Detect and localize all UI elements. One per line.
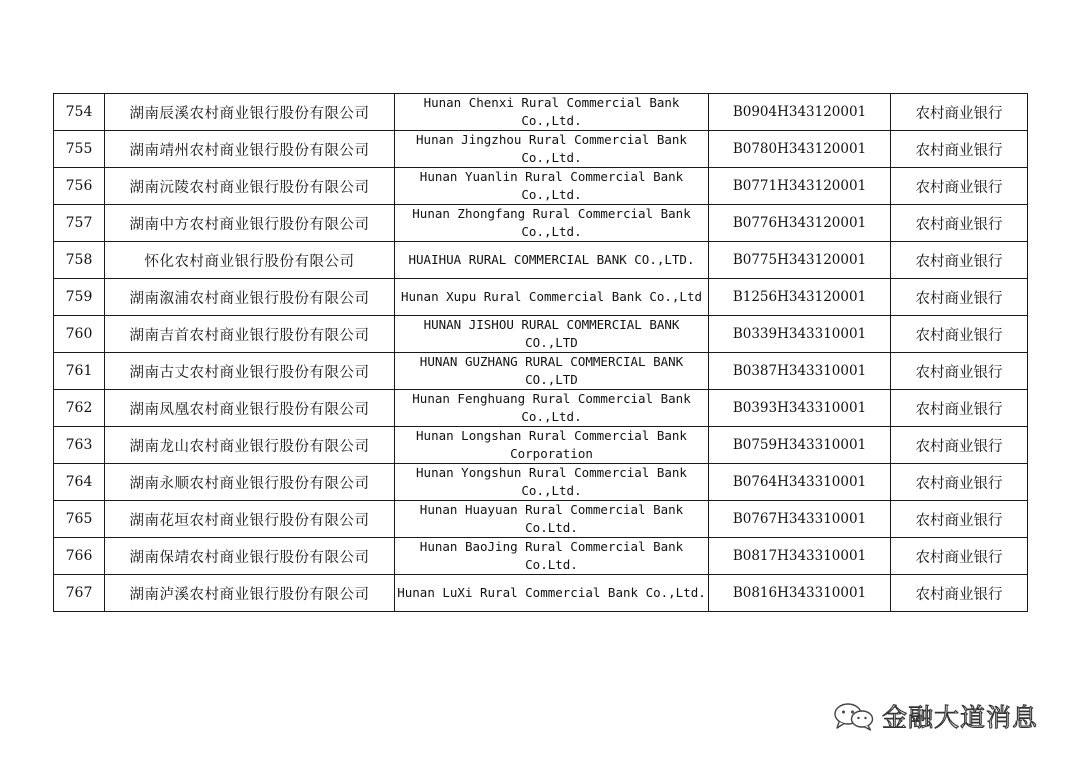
- institution-code: B0816H343310001: [709, 575, 891, 612]
- row-number: 756: [54, 168, 105, 205]
- institution-type: 农村商业银行: [891, 390, 1028, 427]
- institution-type: 农村商业银行: [891, 575, 1028, 612]
- row-number: 763: [54, 427, 105, 464]
- english-name-cell: [395, 464, 709, 501]
- table-row: [54, 427, 1028, 464]
- institution-type: 农村商业银行: [891, 131, 1028, 168]
- chinese-name: 湖南辰溪农村商业银行股份有限公司: [105, 94, 395, 131]
- institution-type: 农村商业银行: [891, 205, 1028, 242]
- table-row: [54, 168, 1028, 205]
- chinese-name: 怀化农村商业银行股份有限公司: [105, 242, 395, 279]
- watermark-text: 金融大道消息: [882, 703, 1039, 732]
- table-row: [54, 353, 1028, 390]
- institution-code: B0759H343310001: [709, 427, 891, 464]
- row-number: 760: [54, 316, 105, 353]
- row-number: 758: [54, 242, 105, 279]
- institution-type: 农村商业银行: [891, 94, 1028, 131]
- institution-code: B0904H343120001: [709, 94, 891, 131]
- table-row: [54, 390, 1028, 427]
- row-number: 762: [54, 390, 105, 427]
- institution-code: B1256H343120001: [709, 279, 891, 316]
- chinese-name: 湖南靖州农村商业银行股份有限公司: [105, 131, 395, 168]
- english-name: Hunan Jingzhou Rural Commercial Bank Co.,Ltd.: [416, 132, 687, 165]
- institution-type: 农村商业银行: [891, 353, 1028, 390]
- english-name-cell: [395, 279, 709, 316]
- table-row: [54, 242, 1028, 279]
- institution-code: B0767H343310001: [709, 501, 891, 538]
- row-number: 754: [54, 94, 105, 131]
- chinese-name: 湖南吉首农村商业银行股份有限公司: [105, 316, 395, 353]
- row-number: 765: [54, 501, 105, 538]
- institution-code: B0387H343310001: [709, 353, 891, 390]
- english-name: Hunan Huayuan Rural Commercial Bank Co.Ltd.: [419, 502, 684, 535]
- chinese-name: 湖南永顺农村商业银行股份有限公司: [105, 464, 395, 501]
- institution-type: 农村商业银行: [891, 316, 1028, 353]
- institution-type: 农村商业银行: [891, 168, 1028, 205]
- english-name: Hunan BaoJing Rural Commercial Bank Co.Ltd.: [419, 539, 684, 572]
- english-name-cell: [395, 242, 709, 279]
- row-number: 766: [54, 538, 105, 575]
- table-row: [54, 94, 1028, 131]
- english-name-cell: [395, 168, 709, 205]
- row-number: 761: [54, 353, 105, 390]
- english-name-cell: [395, 353, 709, 390]
- chinese-name: 湖南凤凰农村商业银行股份有限公司: [105, 390, 395, 427]
- table-row: [54, 575, 1028, 612]
- table-row: [54, 501, 1028, 538]
- chinese-name: 湖南中方农村商业银行股份有限公司: [105, 205, 395, 242]
- english-name-cell: [395, 94, 709, 131]
- english-name: HUAIHUA RURAL COMMERCIAL BANK CO.,LTD.: [408, 252, 695, 267]
- english-name: Hunan Chenxi Rural Commercial Bank Co.,Ltd.: [423, 95, 680, 128]
- institution-code: B0780H343120001: [709, 131, 891, 168]
- chinese-name: 湖南溆浦农村商业银行股份有限公司: [105, 279, 395, 316]
- chinese-name: 湖南沅陵农村商业银行股份有限公司: [105, 168, 395, 205]
- row-number: 767: [54, 575, 105, 612]
- chinese-name: 湖南泸溪农村商业银行股份有限公司: [105, 575, 395, 612]
- table-row: [54, 131, 1028, 168]
- institution-code: B0776H343120001: [709, 205, 891, 242]
- row-number: 764: [54, 464, 105, 501]
- institution-code: B0764H343310001: [709, 464, 891, 501]
- table-row: [54, 316, 1028, 353]
- english-name: Hunan LuXi Rural Commercial Bank Co.,Ltd.: [397, 585, 706, 600]
- english-name: Hunan Longshan Rural Commercial Bank Corporation: [416, 428, 687, 461]
- english-name-cell: [395, 538, 709, 575]
- row-number: 755: [54, 131, 105, 168]
- english-name: Hunan Yuanlin Rural Commercial Bank Co.,Ltd.: [419, 169, 684, 202]
- institution-type: 农村商业银行: [891, 279, 1028, 316]
- english-name-cell: [395, 501, 709, 538]
- chinese-name: 湖南龙山农村商业银行股份有限公司: [105, 427, 395, 464]
- table-body: [54, 94, 1028, 612]
- institution-type: 农村商业银行: [891, 242, 1028, 279]
- english-name-cell: [395, 575, 709, 612]
- chinese-name: 湖南保靖农村商业银行股份有限公司: [105, 538, 395, 575]
- institution-type: 农村商业银行: [891, 538, 1028, 575]
- english-name-cell: [395, 390, 709, 427]
- table-row: [54, 538, 1028, 575]
- english-name: Hunan Fenghuang Rural Commercial Bank Co.,Ltd.: [412, 391, 691, 424]
- row-number: 759: [54, 279, 105, 316]
- institution-code: B0393H343310001: [709, 390, 891, 427]
- table-row: [54, 464, 1028, 501]
- english-name: HUNAN GUZHANG RURAL COMMERCIAL BANK CO.,LTD: [419, 354, 684, 387]
- institution-type: 农村商业银行: [891, 464, 1028, 501]
- english-name: Hunan Xupu Rural Commercial Bank Co.,Ltd: [400, 289, 703, 304]
- watermark: [832, 700, 1038, 732]
- institution-code: B0771H343120001: [709, 168, 891, 205]
- english-name: HUNAN JISHOU RURAL COMMERCIAL BANK CO.,LTD: [423, 317, 680, 350]
- english-name-cell: [395, 205, 709, 242]
- table-row: [54, 205, 1028, 242]
- wechat-icon: [832, 701, 876, 731]
- institution-type: 农村商业银行: [891, 427, 1028, 464]
- english-name-cell: [395, 316, 709, 353]
- row-number: 757: [54, 205, 105, 242]
- english-name: Hunan Yongshun Rural Commercial Bank Co.,Ltd.: [416, 465, 687, 498]
- english-name: Hunan Zhongfang Rural Commercial Bank Co.,Ltd.: [412, 206, 691, 239]
- institution-type: 农村商业银行: [891, 501, 1028, 538]
- english-name-cell: [395, 427, 709, 464]
- institution-code: B0817H343310001: [709, 538, 891, 575]
- institution-code: B0775H343120001: [709, 242, 891, 279]
- english-name-cell: [395, 131, 709, 168]
- bank-list-table: [53, 93, 1028, 612]
- chinese-name: 湖南花垣农村商业银行股份有限公司: [105, 501, 395, 538]
- chinese-name: 湖南古丈农村商业银行股份有限公司: [105, 353, 395, 390]
- institution-code: B0339H343310001: [709, 316, 891, 353]
- table-row: [54, 279, 1028, 316]
